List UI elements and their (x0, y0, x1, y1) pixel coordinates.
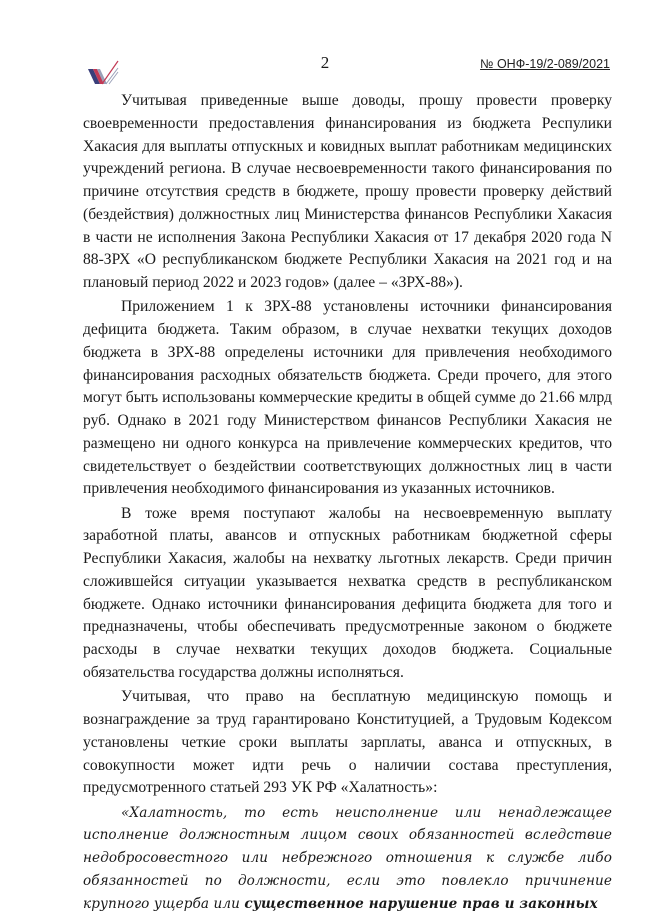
page-number: 2 (320, 53, 330, 72)
paragraph: В тоже время поступают жалобы на несвоевременную выплату заработной платы, авансов и отпускных работникам бюджетной сферы Республики Хакасия, жалобы на нехватку льготных лекарств. Среди причин сложившейся ситуации указывается нехватка средств в республиканском бюджете. Однако источники финансирования дефицита бюджета для того и предназначены, чтобы обеспечивать предусмотренные законом о бюджете расходы в случае нехватки текущих доходов бюджета. Социальные обязательства государства должны исполняться. (83, 504, 612, 681)
law-quote (83, 802, 612, 916)
quote-emphasis: существенное нарушение прав и законных (244, 895, 598, 912)
document-body (83, 90, 612, 917)
paragraph: Учитывая приведенные выше доводы, прошу провести проверку своевременности предоставления финансирования из бюджета Респулики Хакасия для выплаты отпускных и ковидных выплат работникам медицинских учреждений региона. В случае несвоевременности такого финансирования по причине отсутствия средств в бюджете, прошу провести проверку действий (бездействия) должностных лиц Министерства финансов Республики Хакасия в части не исполнения Закона Республики Хакасия от 17 декабря 2020 года N 88-ЗРХ «О республиканском бюджете Республики Хакасия на 2021 год и на плановый период 2022 и 2023 годов» (далее – «ЗРХ-88»). (83, 92, 612, 291)
paragraph: Учитывая, что право на бесплатную медицинскую помощь и вознаграждение за труд гарантировано Конституцией, а Трудовым Кодексом установлены четкие сроки выплаты зарплаты, аванса и отпускных, в совокупности может идти речь о наличии состава преступления, предусмотренного статьей 293 УК РФ «Халатность»: (83, 688, 612, 797)
quote-text: «Халатность, то есть неисполнение или ненадлежащее исполнение должностным лицом своих обязанностей вследствие недобросовестного или небрежного отношения к службе либо обязанностей по должности, если это повлекло причинение крупного ущерба или (83, 804, 612, 912)
paragraph: Приложением 1 к ЗРХ-88 установлены источники финансирования дефицита бюджета. Таким образом, в случае нехватки текущих доходов бюджета в ЗРХ-88 определены источники для привлечения необходимого финансирования расходных обязательств бюджета. Среди прочего, для этого могут быть использованы коммерческие кредиты в общей сумме до 21.66 млрд руб. Однако в 2021 году Министерством финансов Республики Хакасия не размещено ни одного конкурса на привлечение коммерческих кредитов, что свидетельствует о бездействии соответствующих должностных лиц в части привлечения необходимого финансирования из указанных источников. (83, 298, 612, 498)
document-number: № ОНФ-19/2-089/2021 (480, 57, 610, 71)
